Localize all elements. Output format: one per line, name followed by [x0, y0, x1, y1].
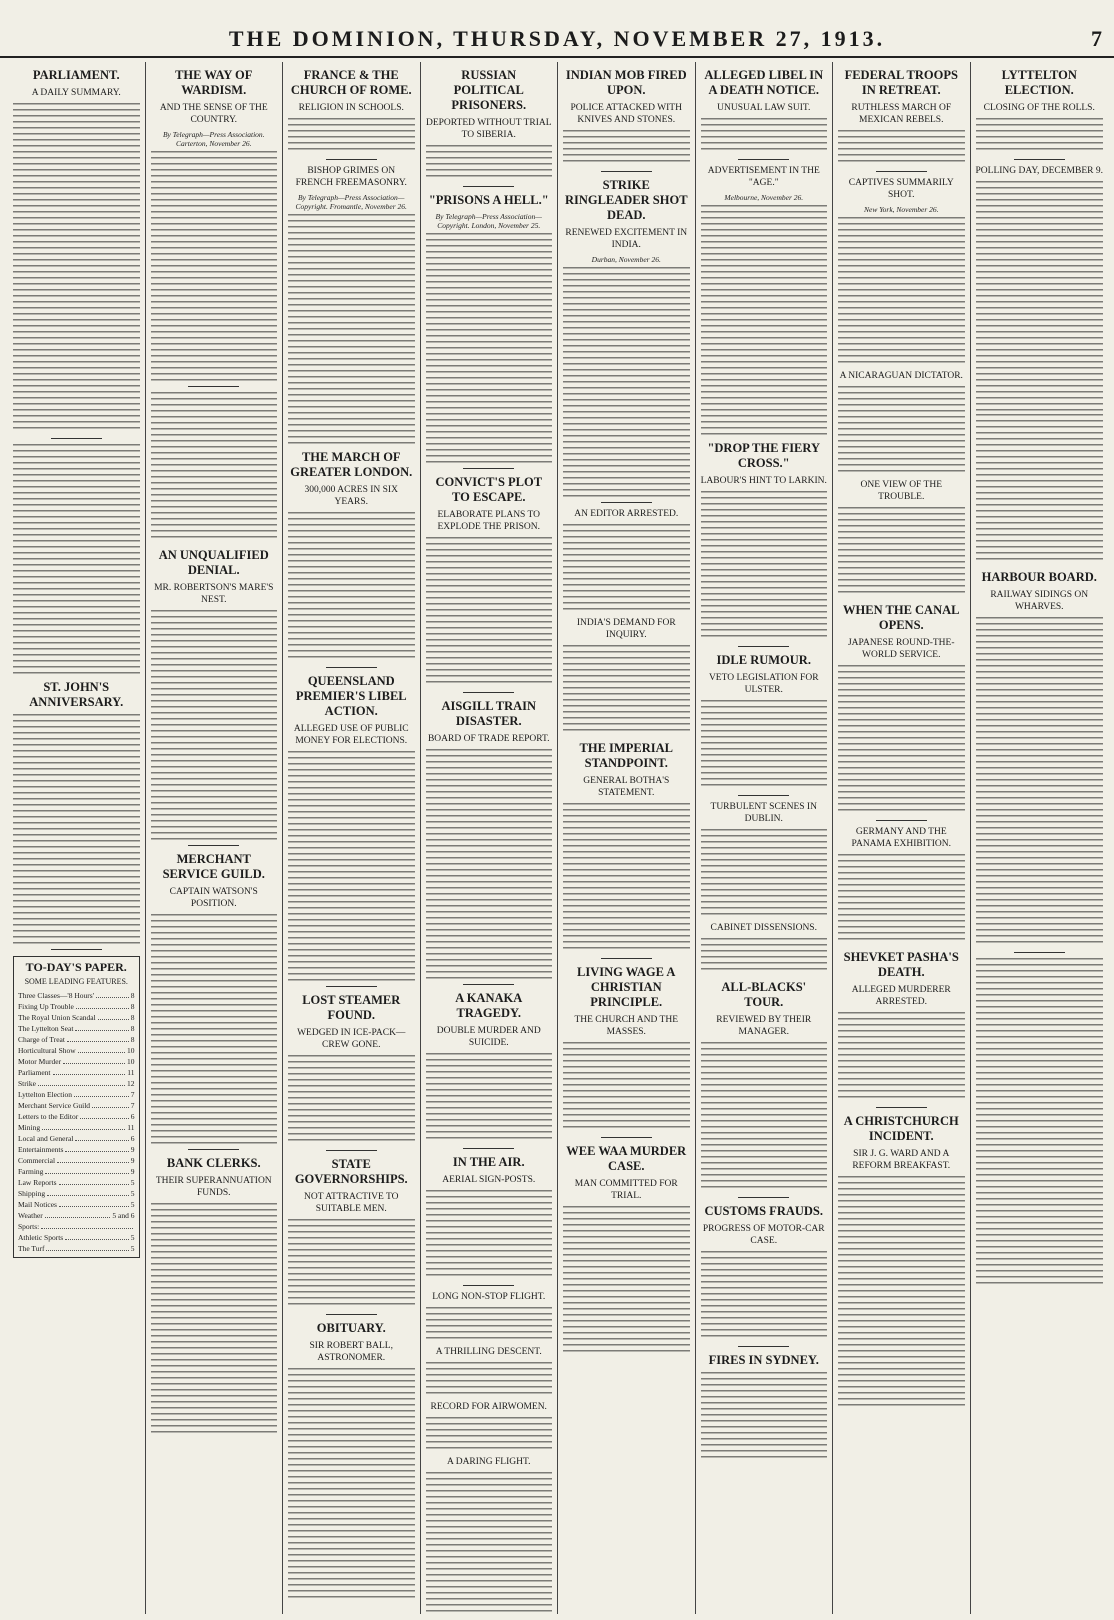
toc-label: Lyttelton Election: [18, 1090, 72, 1099]
toc-row: [18, 1210, 135, 1221]
divider: [51, 438, 102, 439]
subheadline: NOT ATTRACTIVE TO SUITABLE MEN.: [304, 1192, 399, 1214]
toc-page: 8: [130, 1024, 135, 1033]
headline: FRANCE & THE CHURCH OF ROME.: [290, 68, 412, 97]
article-body: [426, 749, 553, 979]
toc-label: Horticultural Show: [18, 1046, 76, 1055]
toc-page: 8: [130, 1013, 135, 1022]
toc-label: The Turf: [18, 1244, 45, 1253]
toc-row: [18, 1023, 135, 1034]
leader-dots: [74, 1089, 129, 1097]
headline: "PRISONS A HELL.": [428, 193, 549, 207]
divider: [463, 1285, 514, 1286]
headline: QUEENSLAND PREMIER'S LIBEL ACTION.: [295, 674, 407, 718]
headline: INDIAN MOB FIRED UPON.: [565, 68, 687, 97]
headline: LYTTELTON ELECTION.: [1001, 68, 1077, 97]
toc-page: 11: [127, 1068, 135, 1077]
subheadline: A DAILY SUMMARY.: [31, 88, 121, 98]
toc-label: Parliament: [18, 1068, 51, 1077]
article-body: [701, 1251, 828, 1341]
divider: [463, 186, 514, 187]
divider: [601, 502, 652, 503]
headline: A CHRISTCHURCH INCIDENT.: [843, 1114, 959, 1143]
subheadline: PROGRESS OF MOTOR-CAR CASE.: [702, 1224, 825, 1246]
divider: [463, 468, 514, 469]
toc-label: Law Reports: [18, 1178, 57, 1187]
subheadline: POLICE ATTACKED WITH KNIVES AND STONES.: [570, 103, 682, 125]
article-body: [838, 1012, 965, 1102]
divider: [876, 171, 927, 172]
subheadline: 300,000 ACRES IN SIX YEARS.: [304, 485, 398, 507]
leader-dots: [96, 990, 129, 998]
article-body: [426, 233, 553, 463]
toc-label: The Royal Union Scandal: [18, 1013, 96, 1022]
divider: [463, 984, 514, 985]
toc-row: [18, 1188, 135, 1199]
article-body: [701, 829, 828, 919]
toc-page: 5: [130, 1233, 135, 1242]
article-body: [426, 1307, 553, 1343]
subheadline: VETO LEGISLATION FOR ULSTER.: [708, 673, 819, 695]
leader-dots: [65, 1144, 128, 1152]
divider: [188, 845, 239, 846]
article-body: [701, 1372, 828, 1462]
subheadline: RAILWAY SIDINGS ON WHARVES.: [990, 590, 1089, 612]
article-body: [288, 751, 415, 981]
toc-label: Strike: [18, 1079, 36, 1088]
headline: ALLEGED LIBEL IN A DEATH NOTICE.: [704, 68, 824, 97]
divider: [326, 159, 377, 160]
article-body: [563, 524, 690, 614]
toc-row: [18, 1089, 135, 1100]
toc-row: [18, 1177, 135, 1188]
toc-label: Mining: [18, 1123, 41, 1132]
subheadline: CLOSING OF THE ROLLS.: [983, 103, 1095, 113]
article-body: [426, 1190, 553, 1280]
toc-label: Weather: [18, 1211, 43, 1220]
article-body: [563, 130, 690, 166]
divider: [738, 1197, 789, 1198]
divider: [738, 795, 789, 796]
leader-dots: [63, 1056, 125, 1064]
headline: FEDERAL TROOPS IN RETREAT.: [844, 68, 958, 97]
article-body: [426, 1417, 553, 1453]
headline: CONVICT'S PLOT TO ESCAPE.: [435, 475, 543, 504]
toc-page: 5 and 6: [112, 1211, 135, 1220]
leader-dots: [75, 1023, 128, 1031]
leader-dots: [46, 1243, 128, 1251]
article-body: [426, 1362, 553, 1398]
divider: [188, 1149, 239, 1150]
toc-page: 10: [127, 1046, 135, 1055]
divider: [188, 386, 239, 387]
headline: THE WAY OF WARDISM.: [175, 68, 253, 97]
article-body: [838, 1176, 965, 1406]
subheadline: DEPORTED WITHOUT TRIAL TO SIBERIA.: [425, 118, 552, 140]
toc-label: Letters to the Editor: [18, 1112, 79, 1121]
divider: [601, 171, 652, 172]
toc-label: Fixing Up Trouble: [18, 1002, 74, 1011]
article-body: [976, 118, 1104, 154]
column-5: [558, 62, 696, 1614]
article-body: [151, 151, 278, 381]
leader-dots: [92, 1100, 129, 1108]
subheadline: THEIR SUPERANNUATION FUNDS.: [155, 1176, 272, 1198]
divider: [326, 667, 377, 668]
subheadline: A DARING FLIGHT.: [447, 1457, 531, 1467]
article-body: [426, 145, 553, 181]
article-body: [426, 1472, 553, 1614]
divider: [463, 1148, 514, 1149]
headline: FIRES IN SYDNEY.: [708, 1353, 819, 1367]
toc-page: 5: [130, 1244, 135, 1253]
article-body: [701, 938, 828, 974]
article-body: [838, 130, 965, 166]
toc-label: The Lyttelton Seat: [18, 1024, 74, 1033]
subheadline: AND THE SENSE OF THE COUNTRY.: [159, 103, 268, 125]
headline: OBITUARY.: [316, 1321, 386, 1335]
article-body: [563, 267, 690, 497]
toc-row: [18, 1001, 135, 1012]
headline: "DROP THE FIERY CROSS.": [707, 441, 821, 470]
article-body: [426, 1053, 553, 1143]
toc-row: [18, 1144, 135, 1155]
columns-container: [8, 62, 1108, 1614]
toc-row: [18, 1111, 135, 1122]
toc-label: Athletic Sports: [18, 1233, 64, 1242]
toc-page: 5: [130, 1200, 135, 1209]
headline: A KANAKA TRAGEDY.: [455, 991, 523, 1020]
toc-page: 7: [130, 1090, 135, 1099]
column-2: [146, 62, 284, 1614]
article-body: [151, 1203, 278, 1433]
subheadline: GENERAL BOTHA'S STATEMENT.: [583, 776, 670, 798]
toc-row: [18, 1078, 135, 1089]
article-body: [701, 118, 828, 154]
article-body: [838, 386, 965, 476]
toc-page: 9: [130, 1145, 135, 1154]
toc-page: 10: [127, 1057, 135, 1066]
toc-row: [18, 1045, 135, 1056]
headline: ALL-BLACKS' TOUR.: [721, 980, 807, 1009]
leader-dots: [76, 1001, 129, 1009]
subheadline: UNUSUAL LAW SUIT.: [717, 103, 811, 113]
toc-row: [18, 1122, 135, 1133]
toc-page: 8: [130, 1035, 135, 1044]
toc-label: Merchant Service Guild: [18, 1101, 91, 1110]
toc-page: 5: [130, 1178, 135, 1187]
headline: STATE GOVERNORSHIPS.: [294, 1157, 408, 1186]
dateline: By Telegraph—Press Association—Copyright. London, November 25.: [435, 212, 542, 230]
dateline: By Telegraph—Press Association—Copyright. Fromantle, November 26.: [295, 193, 407, 211]
toc-row: [18, 1067, 135, 1078]
headline: LOST STEAMER FOUND.: [302, 993, 401, 1022]
leader-dots: [41, 1221, 132, 1229]
article-body: [838, 665, 965, 815]
subheadline: MR. ROBERTSON'S MARE'S NEST.: [154, 583, 274, 605]
toc-row: [18, 1056, 135, 1067]
dateline: By Telegraph—Press Association. Carterton, November 26.: [162, 130, 265, 148]
subheadline: GERMANY AND THE PANAMA EXHIBITION.: [851, 827, 951, 849]
leader-dots: [53, 1067, 126, 1075]
toc-page: 9: [130, 1156, 135, 1165]
subheadline: ELABORATE PLANS TO EXPLODE THE PRISON.: [437, 510, 541, 532]
subheadline: THE CHURCH AND THE MASSES.: [574, 1015, 679, 1037]
headline: LIVING WAGE A CHRISTIAN PRINCIPLE.: [577, 965, 676, 1009]
divider: [1014, 159, 1065, 160]
toc-page: 5: [130, 1189, 135, 1198]
leader-dots: [65, 1232, 129, 1240]
toc-page: 11: [127, 1123, 135, 1132]
divider: [463, 692, 514, 693]
divider: [738, 646, 789, 647]
box-title: TO-DAY'S PAPER.: [25, 960, 127, 974]
column-3: [283, 62, 421, 1614]
article-body: [13, 444, 140, 674]
leader-dots: [67, 1034, 129, 1042]
toc-row: [18, 1012, 135, 1023]
leader-dots: [38, 1078, 125, 1086]
toc-row: [18, 1100, 135, 1111]
headline: PARLIAMENT.: [32, 68, 120, 82]
headline: CUSTOMS FRAUDS.: [704, 1204, 824, 1218]
subheadline: REVIEWED BY THEIR MANAGER.: [716, 1015, 812, 1037]
leader-dots: [75, 1133, 128, 1141]
toc-page: 7: [130, 1101, 135, 1110]
subheadline: TURBULENT SCENES IN DUBLIN.: [710, 802, 817, 824]
headline: AISGILL TRAIN DISASTER.: [441, 699, 537, 728]
leader-dots: [42, 1122, 125, 1130]
column-6: [696, 62, 834, 1614]
toc-row: [18, 1221, 135, 1232]
leader-dots: [47, 1188, 129, 1196]
toc-page: 8: [130, 1002, 135, 1011]
todays-paper-box: [13, 956, 140, 1258]
article-body: [563, 803, 690, 953]
headline: IDLE RUMOUR.: [716, 653, 811, 667]
article-body: [563, 1042, 690, 1132]
subheadline: RUTHLESS MARCH OF MEXICAN REBELS.: [851, 103, 952, 125]
divider: [601, 958, 652, 959]
divider: [738, 159, 789, 160]
article-body: [976, 414, 1104, 564]
subheadline: INDIA'S DEMAND FOR INQUIRY.: [576, 618, 676, 640]
column-7: [833, 62, 971, 1614]
headline: THE IMPERIAL STANDPOINT.: [579, 741, 673, 770]
toc-page: 6: [130, 1112, 135, 1121]
subheadline: JAPANESE ROUND-THE-WORLD SERVICE.: [847, 638, 955, 660]
toc-label: Charge of Treat: [18, 1035, 65, 1044]
box-subtitle: SOME LEADING FEATURES.: [24, 977, 128, 986]
headline: BANK CLERKS.: [166, 1156, 261, 1170]
subheadline: SIR J. G. WARD AND A REFORM BREAKFAST.: [852, 1149, 951, 1171]
toc-page: 6: [130, 1134, 135, 1143]
headline: WHEN THE CANAL OPENS.: [843, 603, 960, 632]
divider: [876, 820, 927, 821]
toc-row: [18, 1034, 135, 1045]
article-body: [288, 118, 415, 154]
article-body: [701, 205, 828, 435]
article-body: [288, 512, 415, 662]
toc-row: [18, 990, 135, 1001]
divider: [51, 949, 102, 950]
newspaper-title: THE DOMINION, THURSDAY, NOVEMBER 27, 1913.: [228, 26, 886, 51]
toc-label: Local and General: [18, 1134, 74, 1143]
divider: [326, 986, 377, 987]
subheadline: RELIGION IN SCHOOLS.: [298, 103, 404, 113]
leader-dots: [59, 1177, 129, 1185]
subheadline: RENEWED EXCITEMENT IN INDIA.: [565, 228, 688, 250]
subheadline: AN EDITOR ARRESTED.: [574, 509, 679, 519]
article-body: [701, 491, 828, 641]
article-body: [701, 700, 828, 790]
article-body: [288, 1219, 415, 1309]
dateline: Durban, November 26.: [591, 255, 661, 264]
article-body: [13, 714, 140, 944]
article-body: [288, 1055, 415, 1145]
subheadline: A THRILLING DESCENT.: [435, 1347, 542, 1357]
article-body: [151, 610, 278, 840]
divider: [1014, 952, 1065, 953]
column-4: [421, 62, 559, 1614]
subheadline: ADVERTISEMENT IN THE "AGE.": [707, 166, 820, 188]
subheadline: ONE VIEW OF THE TROUBLE.: [860, 480, 943, 502]
subheadline: CAPTIVES SUMMARILY SHOT.: [848, 178, 954, 200]
divider: [326, 1314, 377, 1315]
toc-label: Entertainments: [18, 1145, 64, 1154]
divider: [876, 1107, 927, 1108]
subheadline: BOARD OF TRADE REPORT.: [427, 734, 550, 744]
leader-dots: [45, 1210, 111, 1218]
headline: SHEVKET PASHA'S DEATH.: [843, 950, 959, 979]
toc-label: Mail Notices: [18, 1200, 57, 1209]
article-body: [563, 645, 690, 735]
leader-dots: [78, 1045, 125, 1053]
toc-page: 12: [127, 1079, 135, 1088]
toc-row: [18, 1155, 135, 1166]
toc-row: [18, 1199, 135, 1210]
divider: [738, 1346, 789, 1347]
leader-dots: [57, 1155, 129, 1163]
article-body: [288, 214, 415, 444]
article-body: [838, 507, 965, 597]
subheadline: LABOUR'S HINT TO LARKIN.: [700, 476, 827, 486]
subheadline: LONG NON-STOP FLIGHT.: [432, 1292, 546, 1302]
leader-dots: [80, 1111, 129, 1119]
subheadline: POLLING DAY, DECEMBER 9.: [975, 166, 1103, 176]
subheadline: SIR ROBERT BALL, ASTRONOMER.: [309, 1341, 393, 1363]
headline: STRIKE RINGLEADER SHOT DEAD.: [564, 178, 688, 222]
subheadline: BISHOP GRIMES ON FRENCH FREEMASONRY.: [295, 166, 407, 188]
article-body: [288, 1368, 415, 1598]
article-body: [13, 103, 140, 433]
column-1: [8, 62, 146, 1614]
divider: [326, 1150, 377, 1151]
headline: WEE WAA MURDER CASE.: [566, 1144, 687, 1173]
headline: THE MARCH OF GREATER LONDON.: [290, 450, 413, 479]
subheadline: CAPTAIN WATSON'S POSITION.: [169, 887, 258, 909]
article-body: [838, 854, 965, 944]
toc-label: Farming: [18, 1167, 44, 1176]
headline: RUSSIAN POLITICAL PRISONERS.: [451, 68, 527, 112]
subheadline: WEDGED IN ICE-PACK—CREW GONE.: [297, 1028, 406, 1050]
leader-dots: [59, 1199, 129, 1207]
toc-label: Sports:: [18, 1222, 40, 1231]
article-body: [151, 392, 278, 542]
headline: IN THE AIR.: [452, 1155, 525, 1169]
article-body: [838, 217, 965, 367]
subheadline: RECORD FOR AIRWOMEN.: [430, 1402, 547, 1412]
column-8: [971, 62, 1109, 1614]
toc-page: 8: [130, 991, 135, 1000]
headline: AN UNQUALIFIED DENIAL.: [158, 548, 269, 577]
dateline: New York, November 26.: [863, 205, 939, 214]
toc-label: Motor Murder: [18, 1057, 62, 1066]
subheadline: ALLEGED USE OF PUBLIC MONEY FOR ELECTIONS.: [293, 724, 409, 746]
subheadline: DOUBLE MURDER AND SUICIDE.: [436, 1026, 541, 1048]
dateline: Melbourne, November 26.: [724, 193, 804, 202]
toc-page: 9: [130, 1167, 135, 1176]
page-number: 7: [1091, 26, 1102, 51]
headline: ST. JOHN'S ANNIVERSARY.: [29, 680, 124, 709]
toc-label: Commercial: [18, 1156, 56, 1165]
article-body: [976, 958, 1104, 1288]
divider: [601, 1137, 652, 1138]
toc-row: [18, 1133, 135, 1144]
toc-row: [18, 1166, 135, 1177]
headline: HARBOUR BOARD.: [981, 570, 1097, 584]
article-body: [976, 181, 1104, 411]
subheadline: AERIAL SIGN-POSTS.: [442, 1175, 536, 1185]
toc-row: [18, 1243, 135, 1254]
leader-dots: [45, 1166, 128, 1174]
masthead: [0, 0, 1114, 58]
article-body: [426, 537, 553, 687]
subheadline: CABINET DISSENSIONS.: [710, 923, 817, 933]
headline: MERCHANT SERVICE GUILD.: [162, 852, 265, 881]
article-body: [151, 914, 278, 1144]
article-body: [701, 1042, 828, 1192]
article-body: [976, 617, 1104, 947]
toc-label: Shipping: [18, 1189, 46, 1198]
toc-label: Three Classes—'8 Hours': [18, 991, 95, 1000]
subheadline: ALLEGED MURDERER ARRESTED.: [851, 985, 951, 1007]
leader-dots: [98, 1012, 129, 1020]
article-body: [563, 1206, 690, 1356]
toc-row: [18, 1232, 135, 1243]
subheadline: A NICARAGUAN DICTATOR.: [839, 371, 963, 381]
subheadline: MAN COMMITTED FOR TRIAL.: [574, 1179, 678, 1201]
